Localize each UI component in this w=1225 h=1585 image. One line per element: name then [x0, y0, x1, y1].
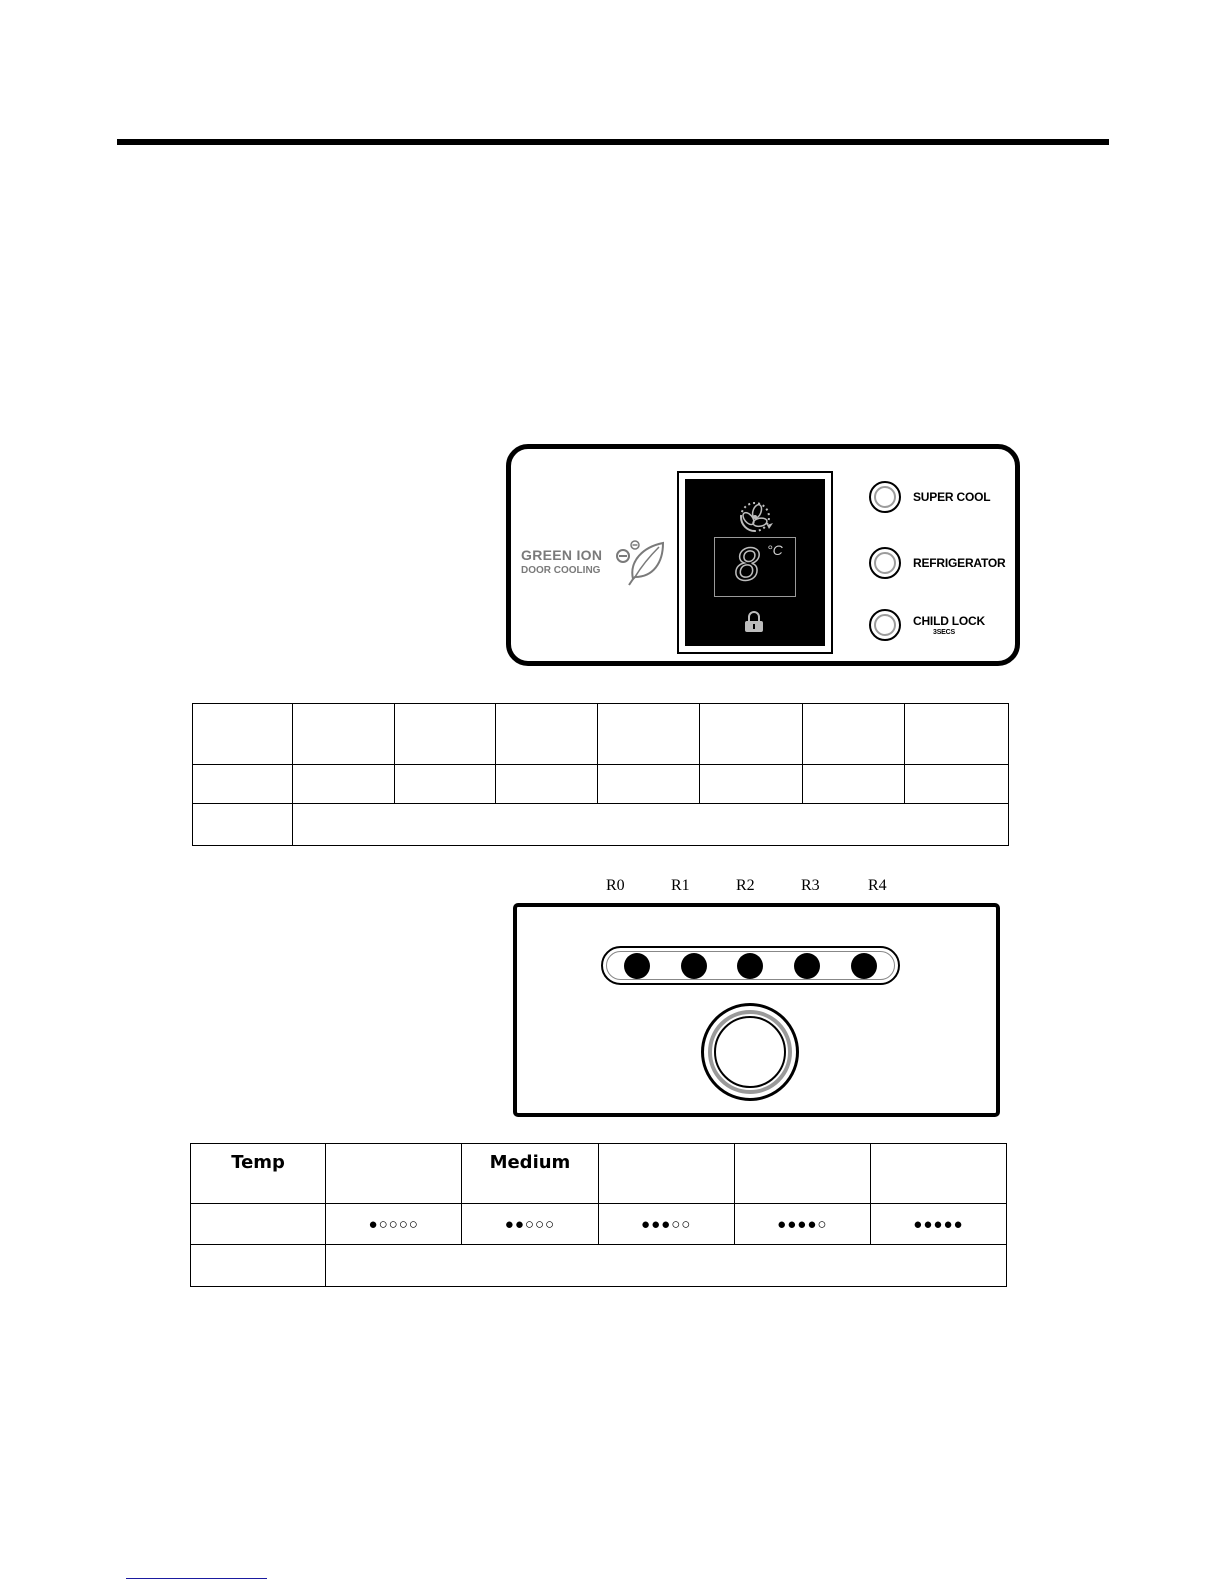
fan-icon: [731, 493, 779, 541]
table2-indicator-level-3: ●●●○○: [598, 1204, 734, 1245]
brand-title: GREEN ION: [521, 547, 603, 563]
temperature-display: [677, 471, 833, 654]
table2-header-temp: Temp: [191, 1144, 326, 1204]
green-ion-brand: [521, 547, 602, 576]
table2-header-cell: [598, 1144, 734, 1204]
refrigerator-button[interactable]: [869, 547, 901, 579]
table1-header-cell: [905, 704, 1009, 765]
table1-cell: [699, 765, 803, 804]
leaf-icon: [609, 529, 669, 589]
table1-header-cell: [193, 704, 293, 765]
led-r0: [624, 953, 650, 979]
led-r4: [851, 953, 877, 979]
super-cool-button[interactable]: [869, 481, 901, 513]
display-settings-table: [192, 703, 1009, 846]
table1-footer-value: [292, 804, 1008, 846]
table1-header-cell: [394, 704, 496, 765]
led-label-r1: R1: [671, 877, 690, 894]
table1-cell: [496, 765, 598, 804]
table1-cell: [292, 765, 394, 804]
led-indicator-bar: [601, 946, 900, 985]
led-label-r3: R3: [801, 877, 820, 894]
table1-cell: [598, 765, 700, 804]
table2-header-medium: Medium: [462, 1144, 598, 1204]
led-label-r4: R4: [868, 877, 887, 894]
refrigerator-label: REFRIGERATOR: [913, 556, 1006, 570]
temperature-unit: °C: [767, 542, 783, 558]
table2-header-cell: [326, 1144, 462, 1204]
table2-footer-label: [191, 1245, 326, 1287]
table1-cell: [803, 765, 905, 804]
lock-icon: [741, 609, 767, 635]
top-rule: [117, 139, 1109, 145]
table2-indicator-label: [191, 1204, 326, 1245]
control-panel-display: [506, 444, 1020, 666]
table2-indicator-level-5: ●●●●●: [870, 1204, 1006, 1245]
table2-footer-value: [326, 1245, 1007, 1287]
table1-cell: [905, 765, 1009, 804]
led-r3: [794, 953, 820, 979]
temperature-knob-button[interactable]: [701, 1003, 799, 1101]
led-r1: [681, 953, 707, 979]
table2-indicator-level-2: ●●○○○: [462, 1204, 598, 1245]
child-lock-label: [913, 614, 985, 636]
led-r2: [737, 953, 763, 979]
refrigerator-row: [869, 545, 1006, 581]
table1-cell: [193, 765, 293, 804]
table1-header-cell: [699, 704, 803, 765]
child-lock-row: [869, 607, 985, 643]
table1-header-cell: [803, 704, 905, 765]
table1-header-cell: [598, 704, 700, 765]
temperature-readout: [714, 537, 796, 597]
super-cool-row: [869, 479, 990, 515]
brand-subtitle: DOOR COOLING: [521, 565, 601, 576]
table1-header-cell: [496, 704, 598, 765]
table2-header-cell: [734, 1144, 870, 1204]
led-label-r0: R0: [606, 877, 625, 894]
child-lock-button[interactable]: [869, 609, 901, 641]
table1-cell: [394, 765, 496, 804]
led-labels: [0, 877, 1225, 897]
led-label-r2: R2: [736, 877, 755, 894]
table2-indicator-level-4: ●●●●○: [734, 1204, 870, 1245]
temperature-digit: 8: [735, 540, 762, 591]
table2-indicator-level-1: ●○○○○: [326, 1204, 462, 1245]
child-lock-text: CHILD LOCK: [913, 614, 985, 628]
control-panel-knob: [513, 903, 1000, 1117]
temperature-levels-table: [190, 1143, 1007, 1287]
super-cool-label: SUPER COOL: [913, 490, 991, 504]
table1-footer-label: [193, 804, 293, 846]
display-screen: [685, 479, 825, 646]
table2-header-cell: [870, 1144, 1006, 1204]
footer-link-underline: [126, 1578, 267, 1579]
table1-header-cell: [292, 704, 394, 765]
child-lock-hold-time: 3SECS: [933, 629, 955, 636]
